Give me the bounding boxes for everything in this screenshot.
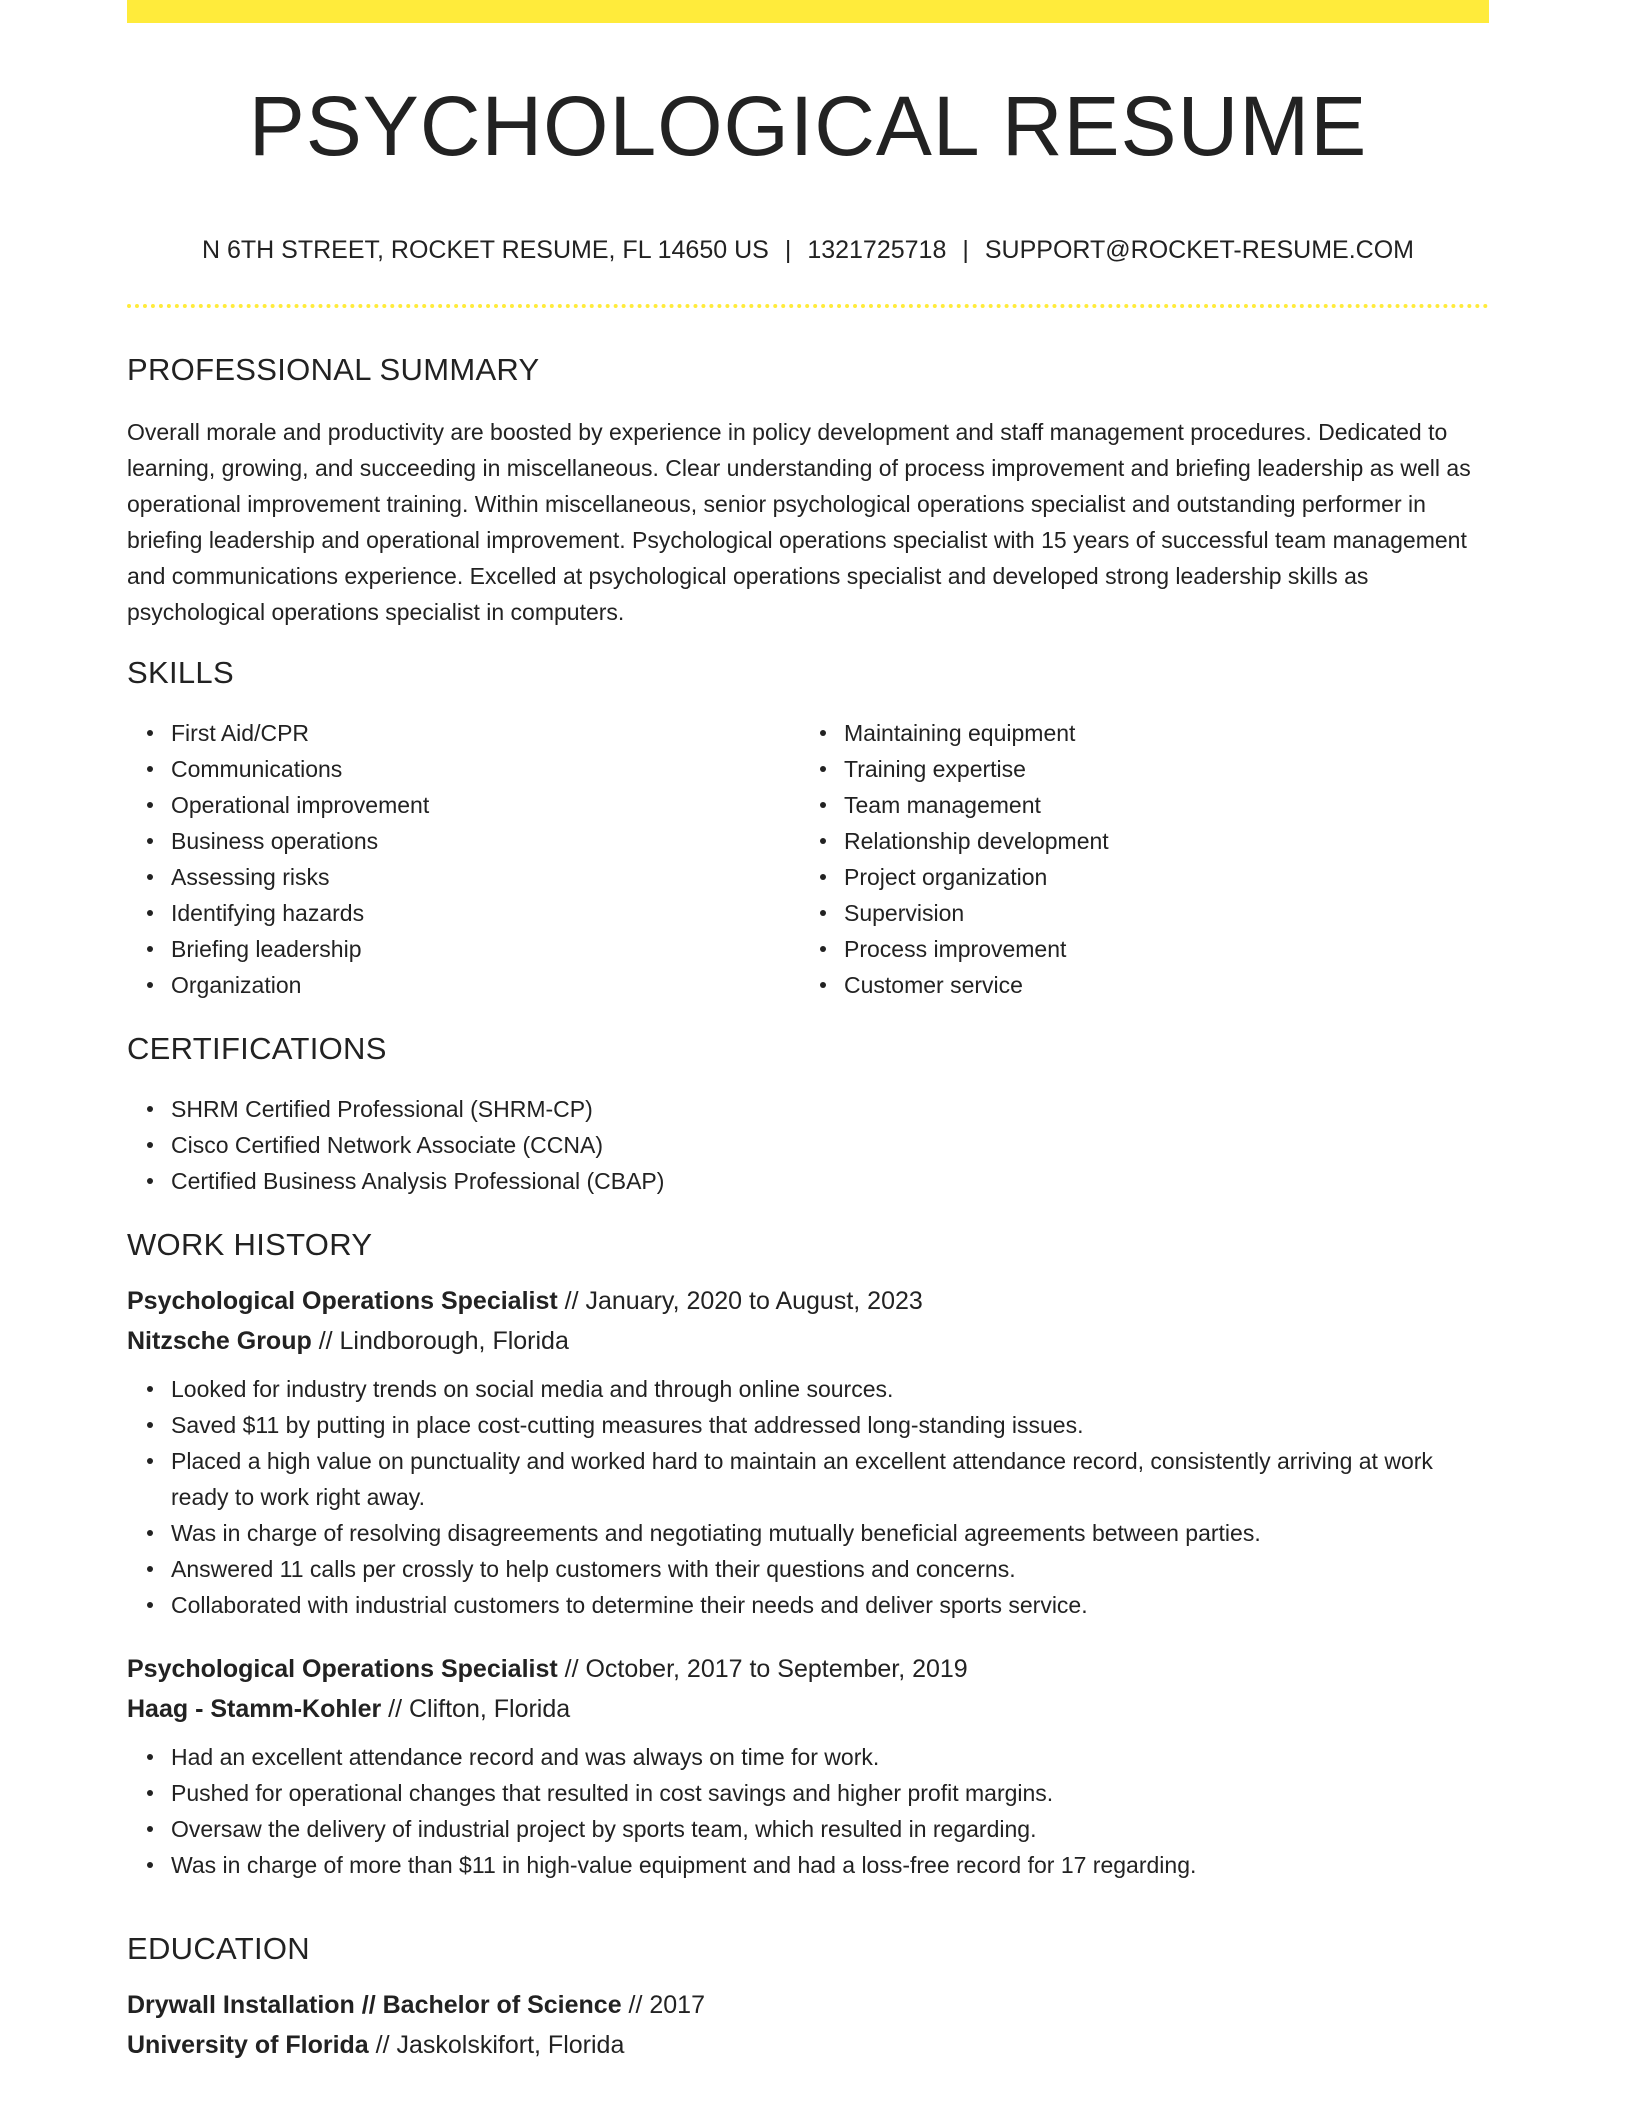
education-year: // 2017 xyxy=(621,1991,705,2019)
education-location: // Jaskolskifort, Florida xyxy=(368,2031,625,2059)
education-school: University of Florida xyxy=(127,2031,369,2059)
top-accent-bar xyxy=(127,0,1489,23)
education-degree-line xyxy=(127,1985,1489,2025)
job-bullet: Looked for industry trends on social media and through online sources. xyxy=(171,1371,1489,1407)
education-heading: EDUCATION xyxy=(127,1931,310,1966)
education-school-line xyxy=(127,2025,1489,2065)
contact-email: SUPPORT@ROCKET-RESUME.COM xyxy=(984,236,1414,264)
skills-right-column xyxy=(800,715,1473,1003)
job-company: Nitzsche Group xyxy=(127,1327,312,1355)
job-location: // Lindborough, Florida xyxy=(311,1327,569,1355)
contact-line xyxy=(127,236,1489,265)
job-bullet: Collaborated with industrial customers to determine their needs and deliver sports service. xyxy=(171,1587,1489,1623)
job-dates: // October, 2017 to September, 2019 xyxy=(557,1655,968,1683)
summary-text: Overall morale and productivity are boosted by experience in policy development and staff management procedures. Dedicated to learning, growing, and succeeding in miscellaneous. Clear understanding of process improvement and briefing leadership as well as operational improvement training. Within miscellaneous, senior psychological operations specialist and outstanding performer in briefing leadership and operational improvement. Psychological operations specialist with 15 years of successful team management and communications experience. Excelled at psychological operations specialist and developed strong leadership skills as psychological operations specialist in computers. xyxy=(127,419,1471,625)
job-entry xyxy=(127,1649,1489,1883)
skill-item: Organization xyxy=(171,967,800,1003)
job-company: Haag - Stamm-Kohler xyxy=(127,1695,382,1723)
skills-columns xyxy=(127,715,1489,1003)
contact-address: N 6TH STREET, ROCKET RESUME, FL 14650 US xyxy=(201,236,769,264)
job-company-line xyxy=(127,1689,1489,1729)
job-bullet: Answered 11 calls per crossly to help customers with their questions and concerns. xyxy=(171,1551,1489,1587)
education-section xyxy=(127,1931,1489,2065)
skill-item: Supervision xyxy=(844,895,1473,931)
skill-item: Communications xyxy=(171,751,800,787)
job-title-line xyxy=(127,1649,1489,1689)
skill-item: Assessing risks xyxy=(171,859,800,895)
skill-item: Maintaining equipment xyxy=(844,715,1473,751)
job-bullets xyxy=(127,1739,1489,1883)
skill-item: Customer service xyxy=(844,967,1473,1003)
skill-item: Business operations xyxy=(171,823,800,859)
certification-item: Cisco Certified Network Associate (CCNA) xyxy=(171,1127,1489,1163)
certifications-heading: CERTIFICATIONS xyxy=(127,1031,387,1066)
contact-separator: | xyxy=(784,236,792,264)
jobs-container xyxy=(127,1281,1489,1883)
skills-heading: SKILLS xyxy=(127,655,234,690)
job-bullet: Saved $11 by putting in place cost-cutting measures that addressed long-standing issues. xyxy=(171,1407,1489,1443)
job-bullet: Was in charge of resolving disagreements and negotiating mutually beneficial agreements between parties. xyxy=(171,1515,1489,1551)
job-bullet: Pushed for operational changes that resulted in cost savings and higher profit margins. xyxy=(171,1775,1489,1811)
job-title: Psychological Operations Specialist xyxy=(127,1655,558,1683)
job-bullet: Was in charge of more than $11 in high-value equipment and had a loss-free record for 17 regarding. xyxy=(171,1847,1489,1883)
job-bullets xyxy=(127,1371,1489,1623)
skill-item: Team management xyxy=(844,787,1473,823)
education-degree: Drywall Installation // Bachelor of Science xyxy=(127,1991,622,2019)
job-entry xyxy=(127,1281,1489,1623)
work-history-section xyxy=(127,1227,1489,1883)
skill-item: Identifying hazards xyxy=(171,895,800,931)
certification-item: Certified Business Analysis Professional (CBAP) xyxy=(171,1163,1489,1199)
job-bullet: Had an excellent attendance record and was always on time for work. xyxy=(171,1739,1489,1775)
skill-item: Project organization xyxy=(844,859,1473,895)
skill-item: Briefing leadership xyxy=(171,931,800,967)
job-dates: // January, 2020 to August, 2023 xyxy=(557,1287,923,1315)
skill-item: Training expertise xyxy=(844,751,1473,787)
skills-left-column xyxy=(127,715,800,1003)
skill-item: First Aid/CPR xyxy=(171,715,800,751)
job-location: // Clifton, Florida xyxy=(381,1695,571,1723)
contact-phone: 1321725718 xyxy=(807,236,947,264)
education-entry xyxy=(127,1985,1489,2065)
certifications-section xyxy=(127,1031,1489,1199)
skills-right-list xyxy=(800,715,1473,1003)
certifications-list xyxy=(127,1091,1489,1199)
skill-item: Operational improvement xyxy=(171,787,800,823)
job-title-line xyxy=(127,1281,1489,1321)
skills-section xyxy=(127,655,1489,1003)
summary-heading: PROFESSIONAL SUMMARY xyxy=(127,352,540,387)
skill-item: Process improvement xyxy=(844,931,1473,967)
summary-section xyxy=(127,352,1489,630)
job-company-line xyxy=(127,1321,1489,1361)
certification-item: SHRM Certified Professional (SHRM-CP) xyxy=(171,1091,1489,1127)
dotted-divider xyxy=(127,304,1489,308)
skill-item: Relationship development xyxy=(844,823,1473,859)
job-title: Psychological Operations Specialist xyxy=(127,1287,558,1315)
job-bullet: Oversaw the delivery of industrial project by sports team, which resulted in regarding. xyxy=(171,1811,1489,1847)
resume-title: PSYCHOLOGICAL RESUME xyxy=(248,79,1368,173)
contact-separator: | xyxy=(962,236,969,264)
work-history-heading: WORK HISTORY xyxy=(127,1227,373,1262)
skills-left-list xyxy=(127,715,800,1003)
job-bullet: Placed a high value on punctuality and worked hard to maintain an excellent attendance record, consistently arriving at work ready to work right away. xyxy=(171,1443,1489,1515)
